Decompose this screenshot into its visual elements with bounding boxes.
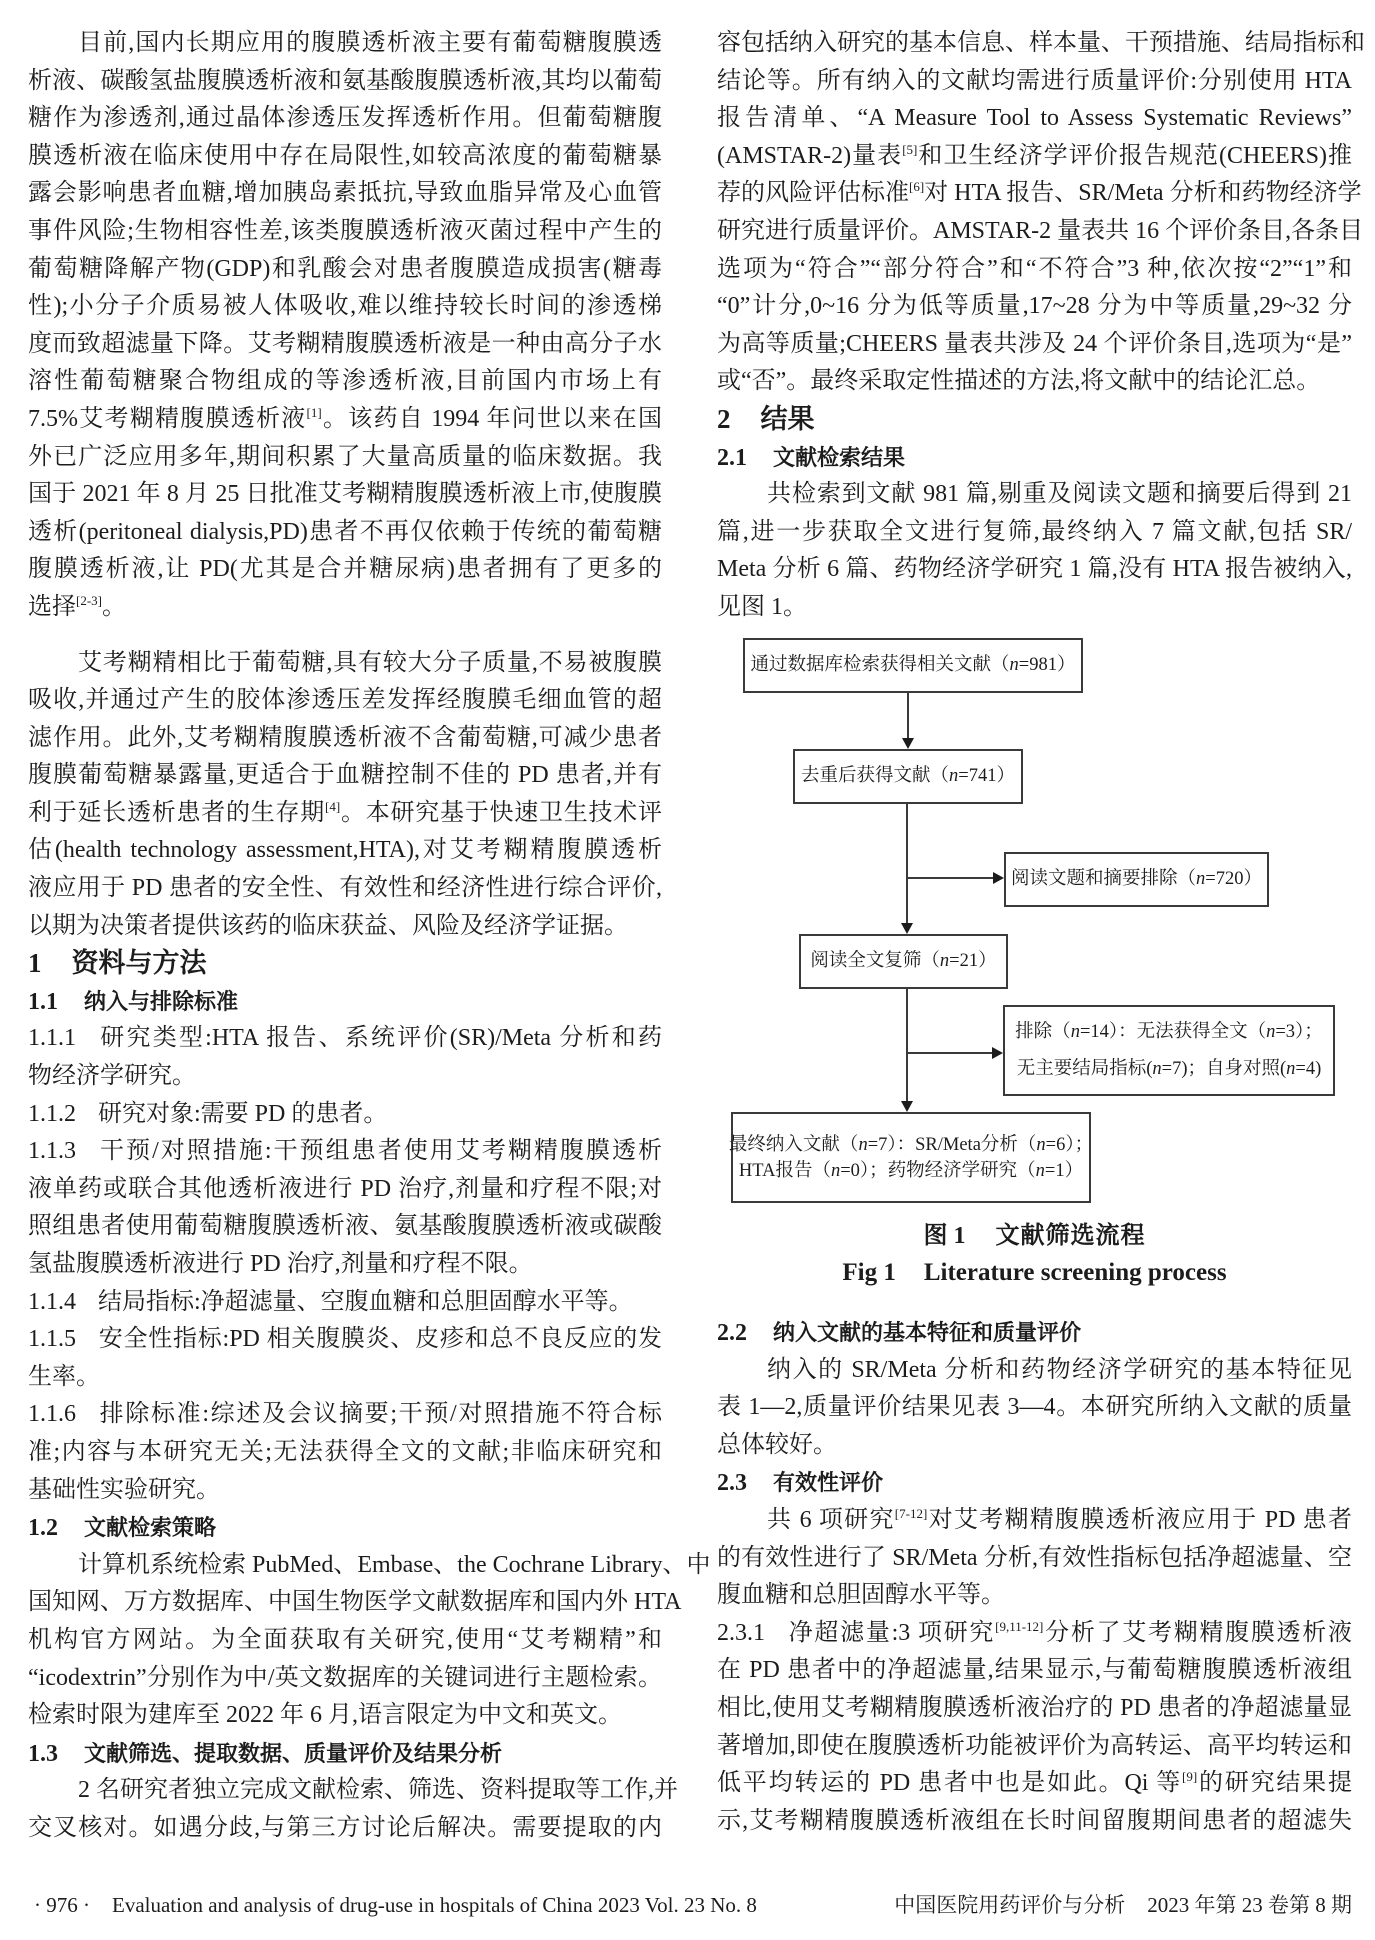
text-run: 以期为决策者提供该药的临床获益、风险及经济学证据。 (28, 912, 628, 939)
heading-number: 1.2 (28, 1515, 58, 1542)
item-number: 1.1.1 (28, 1025, 76, 1052)
item-number: 1.1.6 (28, 1401, 76, 1428)
text-line (717, 1540, 1352, 1578)
text-line (28, 551, 662, 589)
arrowhead-down-icon (901, 923, 913, 934)
italic-variable: n (1152, 1058, 1162, 1079)
flow-box-text (1017, 1051, 1322, 1088)
text-run: 液单药或联合其他透析液进行 PD 治疗,剂量和疗程不限;对 (28, 1175, 662, 1202)
text-run: 荐的风险评估标准 (717, 180, 909, 207)
italic-variable: n (830, 1160, 841, 1181)
text-run: 糖作为渗透剂,通过晶体渗透压发挥透析作用。但葡萄糖腹 (28, 105, 662, 132)
text-run: 事件风险;生物相容性差,该类腹膜透析液灭菌过程中产生的 (28, 217, 662, 244)
citation-superscript: [7-12] (894, 1505, 928, 1521)
item-number: 1.1.2 (28, 1100, 76, 1127)
text-line (28, 1096, 662, 1134)
subsection-heading (28, 1509, 662, 1547)
subsection-heading (717, 1464, 1352, 1502)
text-run: 共检索到文献 981 篇,剔重及阅读文题和摘要后得到 21 (767, 481, 1352, 508)
text-line (28, 795, 662, 833)
heading-title: 有效性评价 (773, 1471, 884, 1497)
journal-name-english: Evaluation and analysis of drug-use in hospitals of China 2023 Vol. 23 No. 8 (112, 1893, 757, 1917)
text-run: 生率。 (28, 1363, 100, 1390)
text-run: HTA报告（ (738, 1160, 831, 1181)
text-run: 见图 1。 (717, 593, 807, 620)
text-line (28, 476, 662, 514)
text-run: Meta 分析 6 篇、药物经济学研究 1 篇,没有 HTA 报告被纳入, (717, 556, 1352, 583)
text-run: 最终纳入文献（ (728, 1134, 859, 1155)
subsection-heading (28, 1735, 662, 1773)
text-run: 研究对象:需要 PD 的患者。 (98, 1100, 388, 1127)
figure-caption-english (717, 1255, 1352, 1291)
text-run: =720） (1205, 869, 1262, 889)
right-text-column-upper (717, 25, 1365, 627)
flow-box-text (739, 1158, 1083, 1184)
flow-box-after-deduplication (793, 749, 1023, 804)
italic-variable: n (858, 1134, 868, 1155)
text-run: =6）； (1045, 1134, 1094, 1155)
text-run: =7)；自身对照( (1161, 1058, 1287, 1079)
text-line (28, 1284, 662, 1322)
page-number: · 976 · (34, 1893, 90, 1917)
text-line (717, 251, 1352, 289)
text-line (28, 645, 662, 683)
flow-box-text (1011, 866, 1262, 893)
heading-number: 1.3 (28, 1740, 58, 1767)
text-line (717, 63, 1352, 101)
text-run: 计算机系统检索 PubMed、Embase、the Cochrane Library、中 (78, 1551, 711, 1578)
text-run: 容包括纳入研究的基本信息、样本量、干预措施、结局指标和 (717, 30, 1365, 56)
text-line (28, 138, 662, 176)
text-line (28, 288, 662, 326)
italic-variable: n (939, 951, 950, 971)
text-line (28, 1434, 662, 1472)
flow-box-full-text-screening (799, 934, 1008, 989)
text-run: =1） (1044, 1160, 1084, 1181)
citation-superscript: [1] (306, 404, 322, 420)
text-run: 透析(peritoneal dialysis,PD)患者不再仅依赖于传统的葡萄糖 (28, 518, 662, 545)
citation-superscript: [5] (902, 141, 918, 157)
text-line (717, 1728, 1352, 1766)
text-run: =7）：SR/Meta分析（ (867, 1134, 1037, 1155)
paragraph (717, 1352, 1352, 1465)
text-line (717, 100, 1352, 138)
arrowhead-right-icon (992, 1047, 1003, 1059)
italic-variable: n (1036, 1134, 1046, 1155)
flow-box-text (810, 948, 996, 975)
text-run: 利于延长透析患者的生存期 (28, 799, 326, 826)
text-run: 的研究结果提 (1197, 1770, 1353, 1797)
text-run: =14）：无法获得全文（ (1079, 1021, 1267, 1042)
subsection-heading (717, 439, 1352, 477)
text-run: =4) (1295, 1058, 1322, 1079)
heading-number: 2.3 (717, 1470, 747, 1497)
text-run: 选项为“符合”“部分符合”和“不符合”3 种,依次按“2”“1”和 (717, 255, 1352, 282)
paragraph (717, 476, 1352, 626)
flow-box-text (751, 652, 1076, 679)
text-run: 排除（ (1015, 1021, 1071, 1042)
text-run: =3）； (1275, 1021, 1323, 1042)
text-run: =0）；药物经济学研究（ (840, 1160, 1036, 1181)
flow-box-excluded-title-abstract (1004, 852, 1269, 907)
text-run: 外已广泛应用多年,期间积累了大量高质量的临床数据。我 (28, 443, 662, 470)
text-run: 膜透析液在临床使用中存在局限性,如较高浓度的葡萄糖暴 (28, 142, 662, 169)
text-run: 纳入的 SR/Meta 分析和药物经济学研究的基本特征见 (767, 1356, 1352, 1383)
text-run: 安全性指标:PD 相关腹膜炎、皮疹和总不良反应的发 (98, 1326, 662, 1353)
paragraph (717, 1502, 1352, 1615)
text-run: 国于 2021 年 8 月 25 日批准艾考糊精腹膜透析液上市,使腹膜 (28, 481, 662, 508)
text-line (717, 1389, 1352, 1427)
text-run: 研究进行质量评价。AMSTAR-2 量表共 16 个评价条目,各条目 (717, 217, 1364, 244)
flow-box-excluded-full-text (1003, 1005, 1335, 1096)
italic-variable: n (1035, 1160, 1045, 1181)
numbered-item (28, 1096, 662, 1134)
text-run: 基础性实验研究。 (28, 1476, 220, 1503)
paragraph (28, 25, 662, 627)
text-run: 氢盐腹膜透析液进行 PD 治疗,剂量和疗程不限。 (28, 1251, 533, 1277)
text-run: 总体较好。 (717, 1431, 837, 1458)
italic-variable: n (1070, 1021, 1080, 1042)
text-line (28, 1472, 662, 1510)
text-run: =741） (958, 766, 1015, 786)
page-footer-right (894, 1890, 1352, 1920)
text-line (717, 138, 1352, 176)
text-line (28, 1396, 662, 1434)
text-line (28, 757, 662, 795)
text-run: 表 1—2,质量评价结果见表 3—4。本研究所纳入文献的质量 (717, 1394, 1352, 1421)
heading-number: 1.1 (28, 988, 58, 1015)
text-line (717, 175, 1362, 213)
text-line (717, 514, 1352, 552)
text-run: 机构官方网站。为全面获取有关研究,使用“艾考糊精”和 (28, 1626, 662, 1653)
item-number: 1.1.5 (28, 1326, 76, 1353)
italic-variable: n (1196, 869, 1206, 889)
text-line (28, 832, 662, 870)
text-run: 露会影响患者血糖,增加胰岛素抵抗,导致血脂异常及心血管 (28, 180, 662, 207)
heading-number: 1 (28, 948, 42, 979)
text-run: 通过数据库检索获得相关文献（ (750, 655, 1010, 675)
text-line (28, 1660, 662, 1698)
text-line (717, 1765, 1352, 1803)
citation-superscript: [9] (1182, 1769, 1198, 1785)
numbered-item (717, 1615, 1352, 1841)
text-run: “0”计分,0~16 分为低等质量,17~28 分为中等质量,29~32 分 (717, 293, 1352, 320)
figure-title-en: Literature screening process (923, 1259, 1227, 1286)
flow-box-text (1015, 1014, 1323, 1051)
text-line (28, 1810, 662, 1848)
text-run: (AMSTAR-2)量表 (717, 142, 903, 169)
heading-title: 纳入与排除标准 (84, 989, 239, 1015)
text-run: 。 (102, 593, 126, 620)
issue-info: 2023 年第 23 卷第 8 期 (1147, 1893, 1352, 1917)
heading-number: 2.1 (717, 444, 747, 471)
paragraph (28, 1547, 711, 1735)
text-line (28, 326, 662, 364)
text-run: 的有效性进行了 SR/Meta 分析,有效性指标包括净超滤量、空 (717, 1544, 1352, 1571)
text-run: =21） (949, 951, 997, 971)
italic-variable: n (1266, 1021, 1276, 1042)
flow-box-records-identified (743, 638, 1083, 693)
heading-number: 2.2 (717, 1320, 747, 1346)
text-run: 报告清单、“A Measure Tool to Assess Systematic Reviews” (717, 105, 1352, 132)
heading-title: 结果 (760, 403, 815, 435)
numbered-item (28, 1020, 662, 1095)
text-line (717, 1352, 1352, 1390)
text-line (28, 1246, 662, 1284)
item-number: 1.1.3 (28, 1138, 76, 1165)
numbered-item (28, 1321, 662, 1396)
text-line (717, 476, 1352, 514)
text-run: 著增加,即使在腹膜透析功能被评价为高转运、高平均转运和 (717, 1732, 1352, 1759)
text-run: 篇,进一步获取全文进行复筛,最终纳入 7 篇文献,包括 SR/ (717, 518, 1352, 545)
text-line (28, 1133, 662, 1171)
figure-label-en: Fig 1 (842, 1259, 896, 1286)
text-run: 或“否”。最终采取定性描述的方法,将文献中的结论汇总。 (717, 368, 1321, 395)
text-run: 液应用于 PD 患者的安全性、有效性和经济性进行综合评价, (28, 875, 662, 902)
text-line (28, 1171, 662, 1209)
italic-variable: n (949, 766, 959, 786)
text-line (28, 363, 662, 401)
text-line (28, 720, 662, 758)
text-run: 示,艾考糊精腹膜透析液组在长时间留腹期间患者的超滤失 (717, 1807, 1352, 1834)
text-run: 7.5%艾考糊精腹膜透析液 (28, 405, 307, 432)
text-run: 选择 (28, 593, 76, 620)
text-line (717, 363, 1352, 401)
section-heading (28, 945, 662, 983)
numbered-item (28, 1284, 662, 1322)
item-number: 1.1.4 (28, 1288, 76, 1315)
text-run: 净超滤量:3 项研究 (787, 1619, 996, 1646)
text-run: 对艾考糊精腹膜透析液应用于 PD 患者 (927, 1506, 1352, 1533)
journal-name-chinese: 中国医院用药评价与分析 (894, 1893, 1126, 1917)
paragraph (717, 25, 1365, 401)
text-line (28, 63, 662, 101)
text-line (717, 1690, 1352, 1728)
heading-title: 文献筛选、提取数据、质量评价及结果分析 (84, 1741, 503, 1767)
text-run: 对 HTA 报告、SR/Meta 分析和药物经济学 (924, 180, 1362, 207)
text-run: =981） (1018, 655, 1076, 675)
text-run: 去重后获得文献（ (801, 766, 950, 786)
text-run: 国知网、万方数据库、中国生物医学文献数据库和国内外 HTA (28, 1589, 682, 1616)
text-run: 阅读文题和摘要排除（ (1011, 869, 1197, 889)
text-run: 准;内容与本研究无关;无法获得全文的文献;非临床研究和 (28, 1438, 662, 1465)
text-run: 腹膜葡萄糖暴露量,更适合于血糖控制不佳的 PD 患者,并有 (28, 762, 662, 789)
text-line (717, 288, 1352, 326)
text-line (28, 1584, 682, 1622)
text-run: 低平均转运的 PD 患者中也是如此。Qi 等 (717, 1770, 1183, 1797)
numbered-item (28, 1133, 662, 1283)
text-line (717, 1652, 1352, 1690)
text-line (28, 213, 662, 251)
flow-box-text (729, 1132, 1093, 1158)
text-line (28, 1321, 662, 1359)
figure-title: 文献筛选流程 (995, 1221, 1146, 1249)
text-run: 排除标准:综述及会议摘要;干预/对照措施不符合标 (98, 1401, 662, 1428)
text-line (28, 1058, 662, 1096)
text-line (717, 1502, 1352, 1540)
text-line (28, 25, 662, 63)
citation-superscript: [6] (909, 179, 925, 195)
flow-box-finally-included (728, 1112, 1094, 1203)
text-run: 为高等质量;CHEERS 量表共涉及 24 个评价条目,选项为“是” (717, 330, 1352, 357)
text-run: 在 PD 患者中的净超滤量,结果显示,与葡萄糖腹膜透析液组 (717, 1657, 1352, 1684)
text-line (28, 682, 662, 720)
text-run: 检索时限为建库至 2022 年 6 月,语言限定为中文和英文。 (28, 1702, 622, 1729)
text-run: 物经济学研究。 (28, 1063, 196, 1090)
citation-superscript: [9,11-12] (995, 1618, 1044, 1634)
text-run: 溶性葡萄糖聚合物组成的等渗透析液,目前国内市场上有 (28, 368, 662, 395)
arrowhead-right-icon (993, 872, 1004, 884)
text-line (717, 326, 1352, 364)
text-line (717, 213, 1364, 251)
text-run: 度而致超滤量下降。艾考糊精腹膜透析液是一种由高分子水 (28, 330, 662, 357)
text-run: 研究类型:HTA 报告、系统评价(SR)/Meta 分析和药 (98, 1025, 662, 1052)
text-run: 腹膜透析液,让 PD(尤其是合并糖尿病)患者拥有了更多的 (28, 556, 662, 583)
text-line (717, 1615, 1352, 1653)
text-line (28, 175, 662, 213)
subsection-heading (28, 983, 662, 1021)
literature-screening-flowchart (717, 620, 1352, 1320)
text-run: 结局指标:净超滤量、空腹血糖和总胆固醇水平等。 (98, 1288, 633, 1315)
heading-title: 资料与方法 (71, 948, 207, 980)
section-heading (717, 401, 1352, 439)
text-line (28, 1697, 662, 1735)
text-run: 吸收,并通过产生的胶体渗透压差发挥经腹膜毛细血管的超 (28, 687, 662, 714)
citation-superscript: [4] (325, 798, 341, 814)
text-run: 相比,使用艾考糊精腹膜透析液治疗的 PD 患者的净超滤量显 (717, 1694, 1352, 1721)
paragraph (28, 645, 662, 946)
text-run: “icodextrin”分别作为中/英文数据库的关键词进行主题检索。 (28, 1664, 662, 1691)
heading-title: 文献检索策略 (84, 1516, 217, 1542)
text-run: 。本研究基于快速卫生技术评 (340, 799, 663, 826)
text-line (28, 439, 662, 477)
text-run: 共 6 项研究 (767, 1506, 895, 1533)
text-line (717, 1427, 1352, 1465)
text-line (28, 401, 662, 439)
flow-box-text (801, 763, 1015, 790)
heading-number: 2 (717, 403, 731, 434)
text-run: 艾考糊精相比于葡萄糖,具有较大分子质量,不易被腹膜 (78, 649, 662, 676)
text-line (28, 908, 662, 946)
text-line (28, 251, 662, 289)
paragraph (28, 1772, 678, 1847)
citation-superscript: [2-3] (76, 592, 102, 608)
italic-variable: n (1286, 1058, 1296, 1079)
heading-title: 文献检索结果 (773, 445, 906, 471)
text-line (717, 551, 1352, 589)
text-run: 无主要结局指标( (1016, 1058, 1153, 1079)
text-run: 估(health technology assessment,HTA),对艾考糊精腹膜透析 (28, 837, 662, 864)
arrowhead-down-icon (902, 738, 914, 749)
text-run: 照组患者使用葡萄糖腹膜透析液、氨基酸腹膜透析液或碳酸 (28, 1213, 662, 1240)
text-line (28, 1208, 662, 1246)
text-run: 。该药自 1994 年问世以来在国 (321, 405, 662, 432)
text-run: 干预/对照措施:干预组患者使用艾考糊精腹膜透析 (98, 1138, 662, 1165)
text-run: 葡萄糖降解产物(GDP)和乳酸会对患者腹膜造成损害(糖毒 (28, 255, 662, 282)
text-run: 阅读全文复筛（ (810, 951, 940, 971)
arrowhead-down-icon (901, 1101, 913, 1112)
text-line (28, 1547, 711, 1585)
text-line (28, 1359, 662, 1397)
text-run: 腹血糖和总胆固醇水平等。 (717, 1582, 1005, 1609)
figure-label: 图 1 (923, 1223, 966, 1249)
right-text-column-lower (717, 1314, 1352, 1840)
text-line (28, 1622, 662, 1660)
item-number: 2.3.1 (717, 1619, 765, 1646)
text-line (717, 1803, 1352, 1841)
text-run: 结论等。所有纳入的文献均需进行质量评价:分别使用 HTA (717, 67, 1352, 94)
page-footer-left (34, 1890, 757, 1920)
numbered-item (28, 1396, 662, 1509)
text-line (28, 1772, 678, 1810)
text-line (28, 870, 662, 908)
text-run: 析液、碳酸氢盐腹膜透析液和氨基酸腹膜透析液,其均以葡萄 (28, 67, 662, 94)
text-run: 交叉核对。如遇分歧,与第三方讨论后解决。需要提取的内 (28, 1814, 662, 1841)
subsection-heading (717, 1314, 1352, 1352)
left-text-column (28, 25, 711, 1848)
text-run: 目前,国内长期应用的腹膜透析液主要有葡萄糖腹膜透 (78, 30, 662, 56)
figure-caption-chinese (717, 1217, 1352, 1254)
text-line (717, 1577, 1352, 1615)
text-run: 性);小分子介质易被人体吸收,难以维持较长时间的渗透梯 (28, 293, 662, 320)
text-line (28, 589, 662, 627)
text-run: 和卫生经济学评价报告规范(CHEERS)推 (917, 142, 1353, 169)
text-run: 2 名研究者独立完成文献检索、筛选、资料提取等工作,并 (78, 1777, 678, 1804)
text-line (717, 25, 1365, 63)
text-run: 分析了艾考糊精腹膜透析液 (1043, 1619, 1352, 1646)
text-line (28, 1020, 662, 1058)
text-line (28, 514, 662, 552)
text-line (28, 100, 662, 138)
heading-title: 纳入文献的基本特征和质量评价 (773, 1321, 1082, 1346)
italic-variable: n (1009, 655, 1019, 675)
text-run: 滤作用。此外,艾考糊精腹膜透析液不含葡萄糖,可减少患者 (28, 724, 662, 751)
